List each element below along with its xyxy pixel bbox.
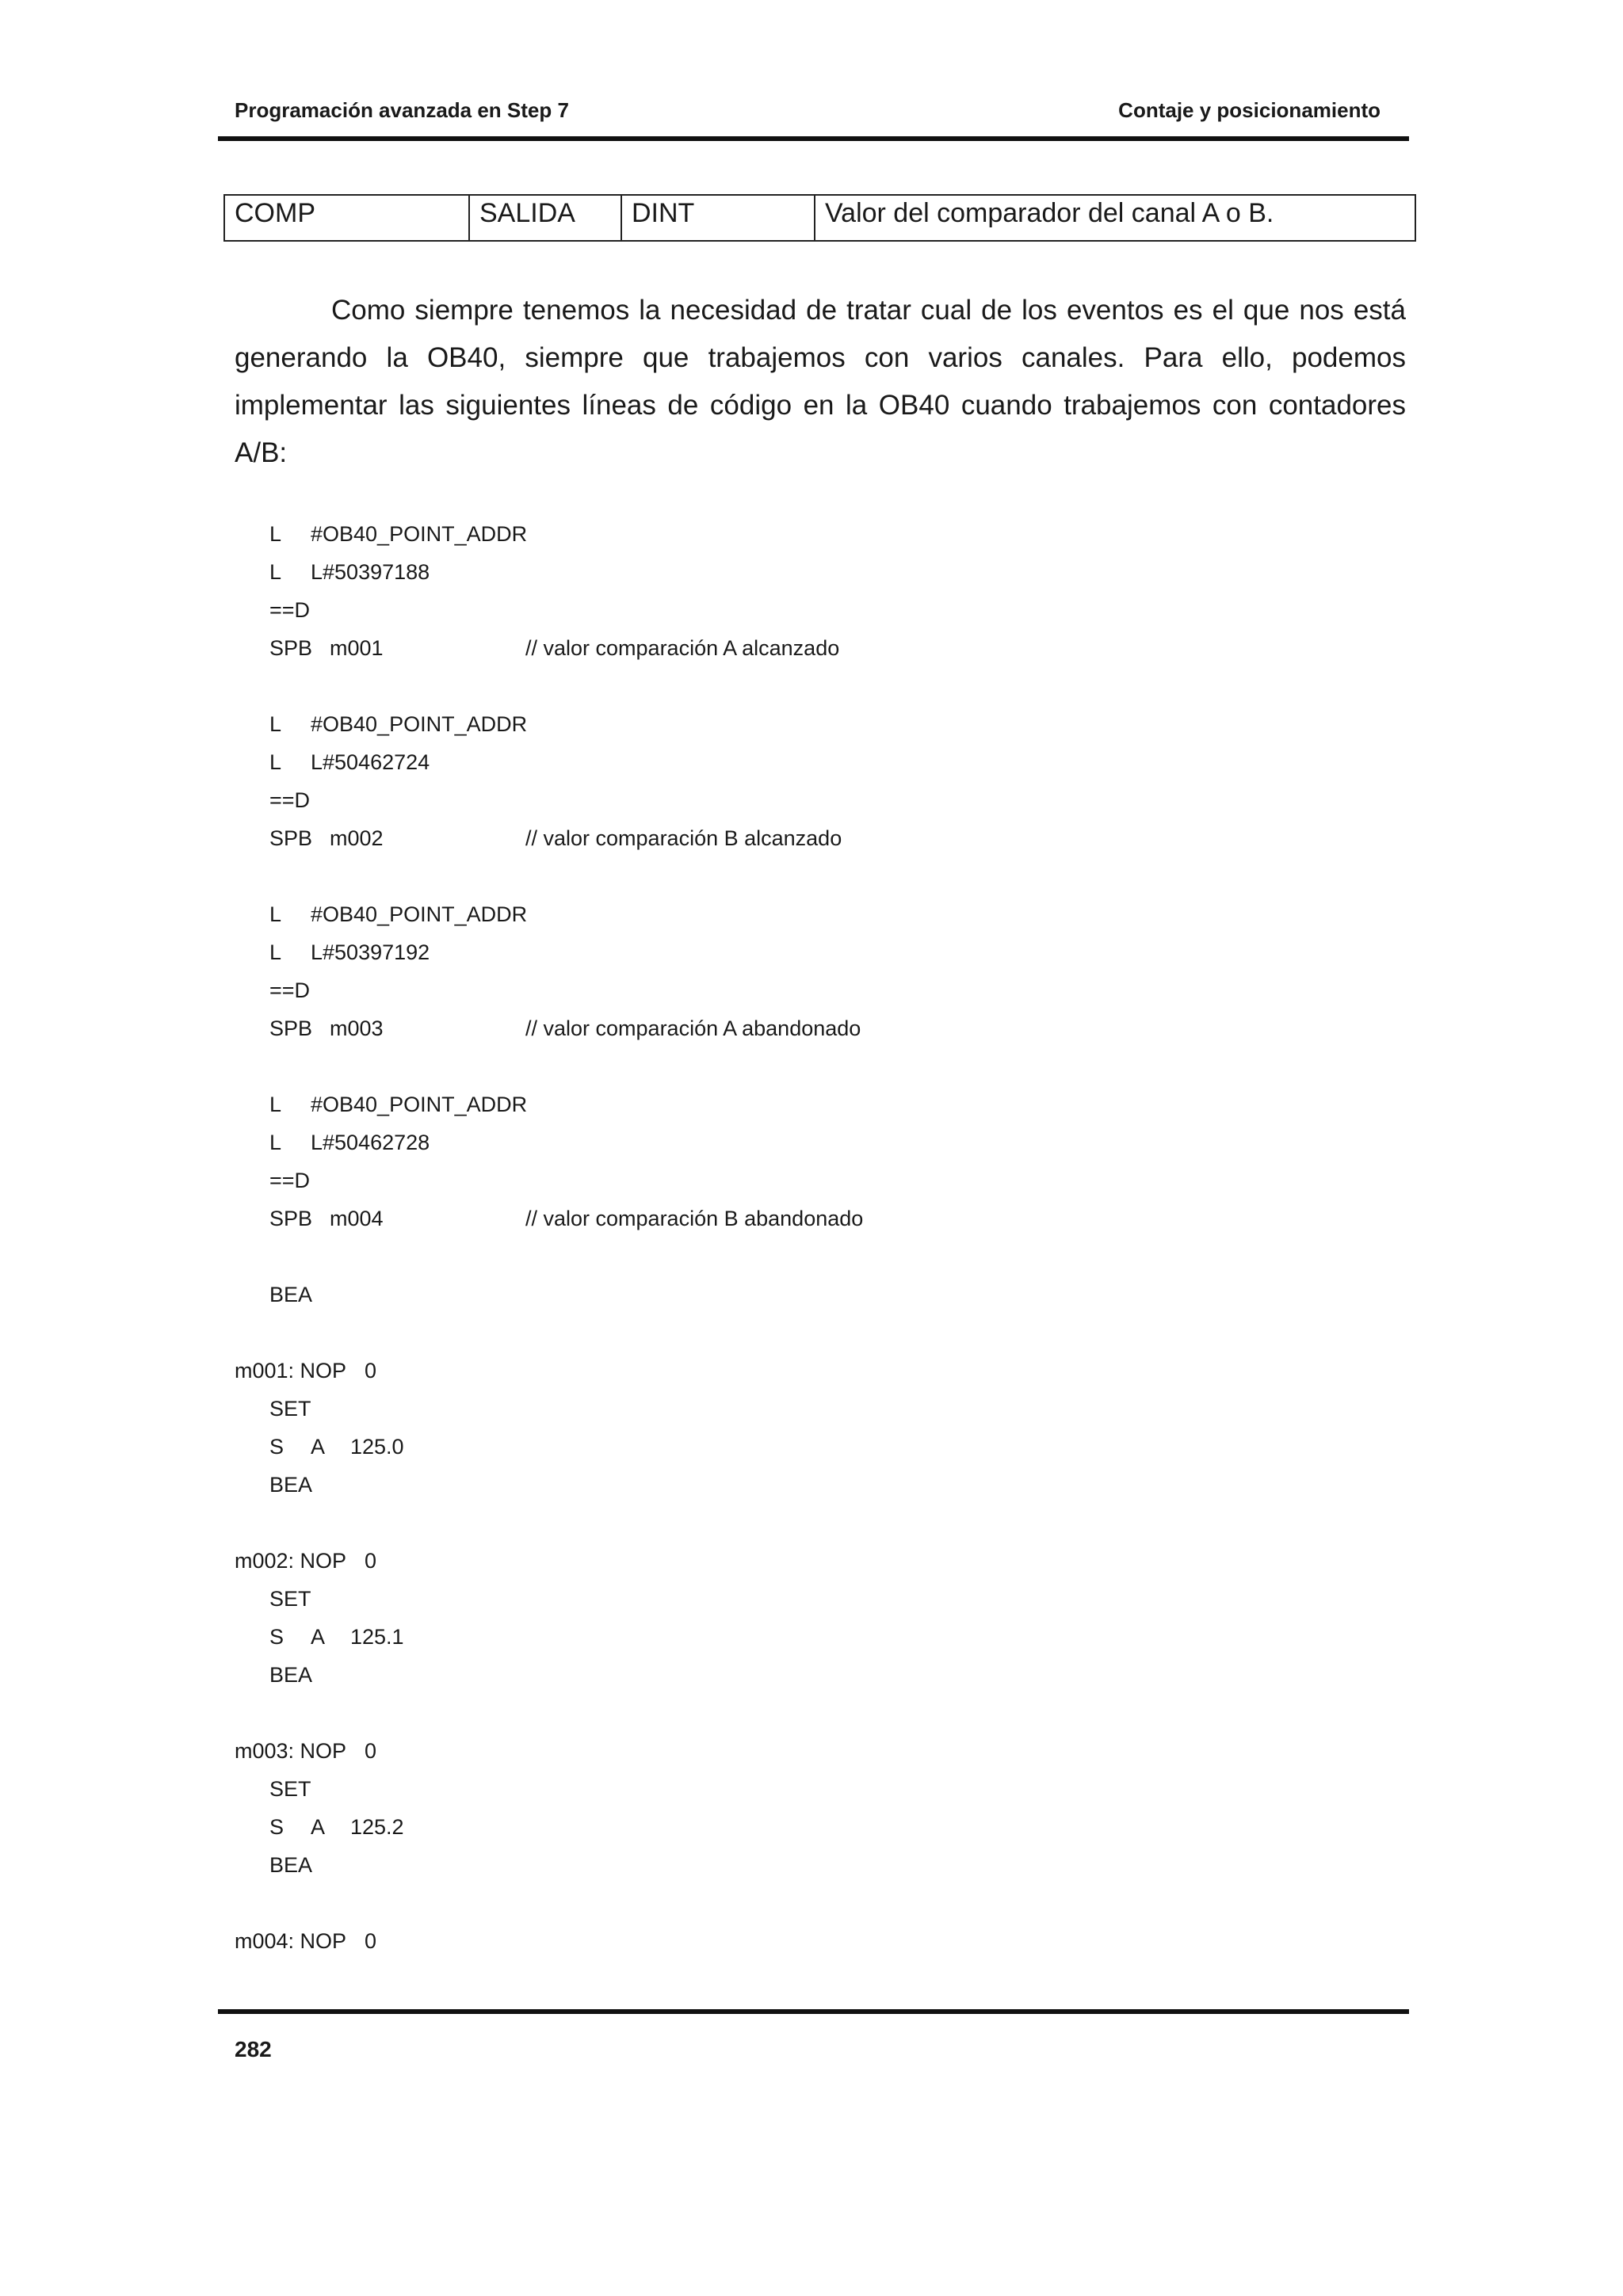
code-op: SPB — [269, 1016, 313, 1040]
code-arg: #OB40_POINT_ADDR — [311, 1093, 528, 1116]
code-arg: L#50397188 — [311, 560, 430, 584]
code-line — [235, 1123, 527, 1161]
code-arg: m001 — [330, 636, 384, 660]
code-op: BEA — [269, 1473, 313, 1497]
code-op: L — [269, 902, 282, 926]
code-arg: 0 — [365, 1359, 377, 1383]
table-cell-description: Valor del comparador del canal A o B. — [815, 195, 1415, 241]
header-rule — [218, 136, 1409, 141]
code-area: A — [311, 1815, 326, 1839]
code-line — [235, 515, 527, 553]
code-line — [235, 743, 527, 781]
code-op: ==D — [269, 1169, 311, 1192]
code-op: ==D — [269, 598, 311, 622]
code-op: SET — [269, 1777, 311, 1801]
code-arg: L#50397192 — [311, 940, 430, 964]
code-line — [235, 1656, 527, 1694]
code-line — [235, 1276, 527, 1314]
code-arg: m003 — [330, 1016, 384, 1040]
code-arg: L#50462724 — [311, 750, 430, 774]
code-comment: // valor comparación B abandonado — [525, 1207, 864, 1230]
code-op: SET — [269, 1397, 311, 1421]
code-arg: 0 — [365, 1739, 377, 1763]
code-label-line — [235, 1352, 527, 1390]
code-arg: 0 — [365, 1549, 377, 1573]
code-op: L — [269, 560, 282, 584]
code-op: ==D — [269, 978, 311, 1002]
code-line — [235, 819, 842, 857]
code-line — [235, 1428, 527, 1466]
code-line — [235, 1161, 527, 1199]
table-cell-type: SALIDA — [469, 195, 621, 241]
code-op: ==D — [269, 788, 311, 812]
code-op: SPB — [269, 826, 313, 850]
code-op: S — [269, 1435, 285, 1459]
code-comment: // valor comparación B alcanzado — [525, 826, 842, 850]
code-arg: #OB40_POINT_ADDR — [311, 902, 528, 926]
code-listing — [235, 515, 864, 1960]
code-arg: 125.2 — [350, 1815, 404, 1839]
code-comment: // valor comparación A alcanzado — [525, 636, 840, 660]
code-line — [235, 781, 527, 819]
body-paragraph-text: Como siempre tenemos la necesidad de tratar cual de los eventos es el que nos está generando la OB40, siempre que trabajemos con varios canales. Para ello, podemos implementar las siguientes líneas de código en la OB40 cuando trabajemos con contadores A/B: — [235, 295, 1406, 468]
code-area: A — [311, 1435, 326, 1459]
code-op: L — [269, 712, 282, 736]
code-line — [235, 1390, 527, 1428]
code-op: S — [269, 1625, 285, 1649]
code-arg: 125.1 — [350, 1625, 404, 1649]
code-line — [235, 1009, 861, 1047]
code-label: m003: NOP — [235, 1739, 347, 1763]
code-op: SET — [269, 1587, 311, 1611]
running-header-section: Contaje y posicionamiento — [1118, 98, 1381, 122]
table-cell-datatype: DINT — [621, 195, 815, 241]
code-op: SPB — [269, 1207, 313, 1230]
code-op: L — [269, 750, 282, 774]
code-op: L — [269, 1131, 282, 1154]
code-line — [235, 629, 840, 667]
code-line — [235, 1085, 527, 1123]
code-arg: 125.0 — [350, 1435, 404, 1459]
code-line — [235, 933, 527, 971]
code-op: S — [269, 1815, 285, 1839]
code-op: BEA — [269, 1663, 313, 1687]
code-arg: 0 — [365, 1929, 377, 1953]
code-line — [235, 1846, 527, 1884]
footer-rule — [218, 2009, 1409, 2014]
code-label: m001: NOP — [235, 1359, 347, 1383]
code-label: m002: NOP — [235, 1549, 347, 1573]
code-op: L — [269, 522, 282, 546]
code-line — [235, 1199, 864, 1238]
code-op: BEA — [269, 1853, 313, 1877]
code-line — [235, 1770, 527, 1808]
page-number: 282 — [235, 2037, 272, 2061]
parameter-table — [223, 194, 1416, 242]
code-line — [235, 971, 527, 1009]
code-arg: m002 — [330, 826, 384, 850]
code-op: L — [269, 1093, 282, 1116]
code-arg: #OB40_POINT_ADDR — [311, 712, 528, 736]
code-line — [235, 1808, 527, 1846]
code-arg: m004 — [330, 1207, 384, 1230]
code-line — [235, 553, 527, 591]
code-op: BEA — [269, 1283, 313, 1306]
table-row — [224, 195, 1415, 241]
code-line — [235, 1466, 527, 1504]
running-header-title: Programación avanzada en Step 7 — [235, 98, 569, 122]
code-line — [235, 895, 527, 933]
code-line — [235, 1580, 527, 1618]
code-label-line — [235, 1922, 527, 1960]
code-line — [235, 591, 527, 629]
code-label-line — [235, 1732, 527, 1770]
code-label-line — [235, 1542, 527, 1580]
body-paragraph — [235, 287, 1406, 477]
code-label: m004: NOP — [235, 1929, 347, 1953]
code-arg: L#50462728 — [311, 1131, 430, 1154]
code-area: A — [311, 1625, 326, 1649]
code-line — [235, 1618, 527, 1656]
code-line — [235, 705, 527, 743]
code-comment: // valor comparación A abandonado — [525, 1016, 861, 1040]
table-cell-name: COMP — [224, 195, 469, 241]
code-op: SPB — [269, 636, 313, 660]
code-arg: #OB40_POINT_ADDR — [311, 522, 528, 546]
code-op: L — [269, 940, 282, 964]
